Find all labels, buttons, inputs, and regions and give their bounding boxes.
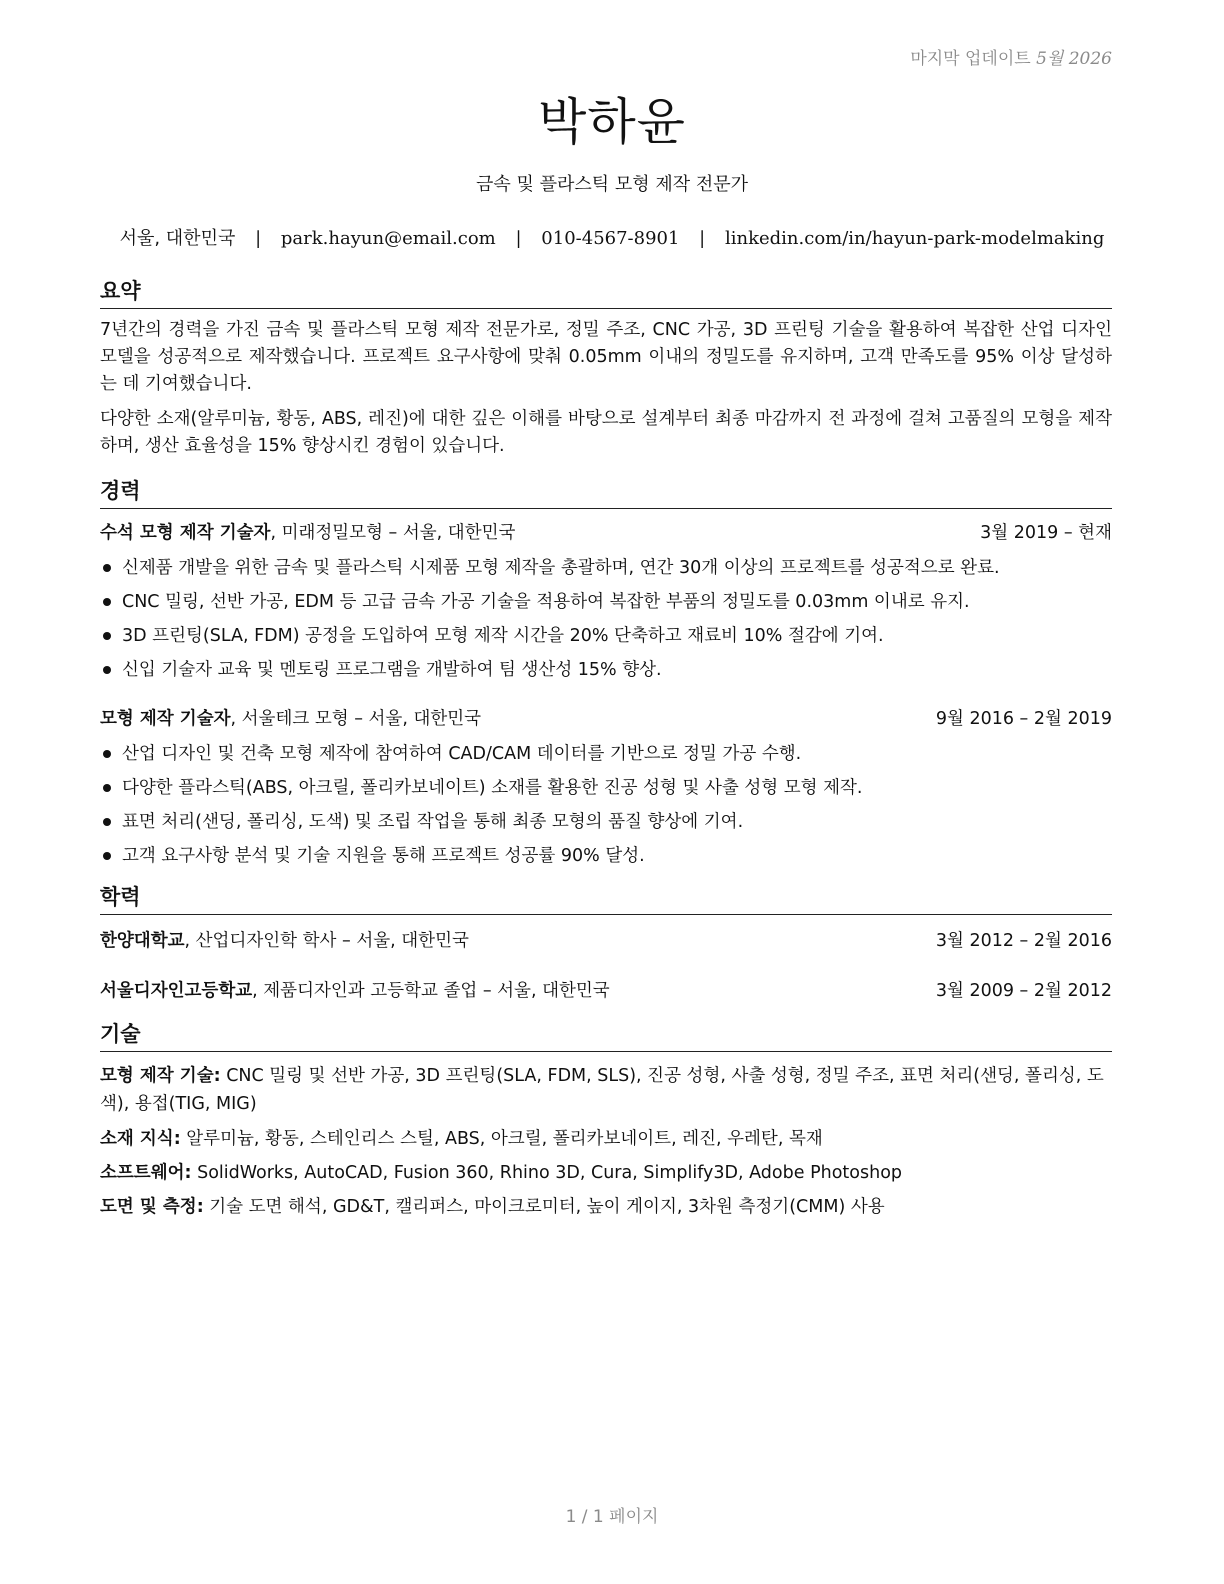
contact-email[interactable]: park.hayun@email.com — [280, 228, 496, 249]
experience-section — [100, 476, 1112, 873]
job-bullet: 3D 프린팅(SLA, FDM) 공정을 도입하여 모형 제작 시간을 20% 단축하고 재료비 10% 절감에 기여. — [100, 619, 1112, 653]
contact-separator: | — [699, 228, 706, 249]
job-organization: , 서울테크 모형 – 서울, 대한민국 — [230, 709, 482, 729]
bullet-dot-icon — [103, 750, 111, 758]
skill-label: 소재 지식: — [100, 1129, 181, 1149]
job-title: 수석 모형 제작 기술자 — [100, 523, 271, 543]
skill-value: 기술 도면 해석, GD&T, 캘리퍼스, 마이크로미터, 높이 게이지, 3차원 측정기(CMM) 사용 — [203, 1197, 885, 1217]
skill-row — [100, 1062, 1112, 1118]
bullet-dot-icon — [103, 666, 111, 674]
job-bullet: 표면 처리(샌딩, 폴리싱, 도색) 및 조립 작업을 통해 최종 모형의 품질 향상에 기여. — [100, 805, 1112, 839]
summary-paragraph: 다양한 소재(알루미늄, 황동, ABS, 레진)에 대한 깊은 이해를 바탕으로 설계부터 최종 마감까지 전 과정에 걸쳐 고품질의 모형을 제작하며, 생산 효율성을 15% 향상시킨 경험이 있습니다. — [100, 409, 1112, 456]
bullet-dot-icon — [103, 632, 111, 640]
contact-separator: | — [515, 228, 522, 249]
bullet-dot-icon — [103, 784, 111, 792]
job-dates: 3월 2019 – 현재 — [980, 523, 1112, 543]
job-header — [100, 705, 1112, 733]
education-entry — [100, 977, 1112, 1005]
experience-title: 경력 — [100, 476, 1112, 509]
job-bullet: 다양한 플라스틱(ABS, 아크릴, 폴리카보네이트) 소재를 활용한 진공 성형 및 사출 성형 모형 제작. — [100, 771, 1112, 805]
skill-value: 알루미늄, 황동, 스테인리스 스틸, ABS, 아크릴, 폴리카보네이트, 레진, 우레탄, 목재 — [180, 1129, 823, 1149]
job-entry — [100, 519, 1112, 687]
education-dates: 3월 2012 – 2월 2016 — [935, 931, 1112, 951]
candidate-headline: 금속 및 플라스틱 모형 제작 전문가 — [475, 174, 749, 195]
job-bullet: 신제품 개발을 위한 금속 및 플라스틱 시제품 모형 제작을 총괄하며, 연간 30개 이상의 프로젝트를 성공적으로 완료. — [100, 551, 1112, 585]
skills-section — [100, 1019, 1112, 1224]
skill-row — [100, 1190, 1112, 1224]
job-bullets — [100, 737, 1112, 873]
school-detail: , 산업디자인학 학사 – 서울, 대한민국 — [184, 931, 469, 951]
education-section — [100, 882, 1112, 1005]
job-bullet: CNC 밀링, 선반 가공, EDM 등 고급 금속 가공 기술을 적용하여 복잡한 부품의 정밀도를 0.03mm 이내로 유지. — [100, 585, 1112, 619]
contact-separator: | — [255, 228, 262, 249]
job-entry — [100, 705, 1112, 873]
skill-value: CNC 밀링 및 선반 가공, 3D 프린팅(SLA, FDM, SLS), 진공 성형, 사출 성형, 정밀 주조, 표면 처리(샌딩, 폴리싱, 도색), 용접(TIG, MIG) — [100, 1066, 1104, 1114]
skill-label: 모형 제작 기술: — [100, 1066, 221, 1086]
job-bullet: 신입 기술자 교육 및 멘토링 프로그램을 개발하여 팀 생산성 15% 향상. — [100, 653, 1112, 687]
last-updated-date: 5월 2026 — [1036, 49, 1112, 69]
page-indicator: 1 / 1 페이지 — [565, 1507, 659, 1527]
contact-line — [0, 224, 1224, 250]
job-organization: , 미래정밀모형 – 서울, 대한민국 — [270, 523, 516, 543]
job-header — [100, 519, 1112, 547]
skill-value: SolidWorks, AutoCAD, Fusion 360, Rhino 3D, Cura, Simplify3D, Adobe Photoshop — [191, 1163, 903, 1183]
skill-label: 소프트웨어: — [100, 1163, 192, 1183]
summary-section — [100, 276, 1112, 460]
summary-title: 요약 — [100, 276, 1112, 309]
candidate-name: 박하윤 — [538, 93, 686, 151]
job-bullet: 산업 디자인 및 건축 모형 제작에 참여하여 CAD/CAM 데이터를 기반으로 정밀 가공 수행. — [100, 737, 1112, 771]
last-updated — [910, 44, 1112, 69]
skill-row — [100, 1156, 1112, 1190]
bullet-dot-icon — [103, 598, 111, 606]
contact-location: 서울, 대한민국 — [119, 228, 236, 249]
job-dates: 9월 2016 – 2월 2019 — [935, 709, 1112, 729]
education-entry — [100, 927, 1112, 955]
job-bullets — [100, 551, 1112, 687]
skills-title: 기술 — [100, 1019, 1112, 1052]
school-name: 한양대학교 — [100, 931, 185, 951]
bullet-dot-icon — [103, 564, 111, 572]
contact-phone[interactable]: 010-4567-8901 — [541, 228, 680, 249]
summary-paragraph: 7년간의 경력을 가진 금속 및 플라스틱 모형 제작 전문가로, 정밀 주조, CNC 가공, 3D 프린팅 기술을 활용하여 복잡한 산업 디자인 모델을 성공적으로 제작했습니다. 프로젝트 요구사항에 맞춰 0.05mm 이내의 정밀도를 유지하며, 고객 만족도를 95% 이상 달성하는 데 기여했습니다. — [100, 320, 1112, 394]
education-title: 학력 — [100, 882, 1112, 915]
last-updated-prefix: 마지막 업데이트 — [910, 49, 1031, 69]
contact-linkedin[interactable]: linkedin.com/in/hayun-park-modelmaking — [724, 228, 1105, 249]
bullet-dot-icon — [103, 818, 111, 826]
skill-label: 도면 및 측정: — [100, 1197, 204, 1217]
school-name: 서울디자인고등학교 — [100, 981, 253, 1001]
job-title: 모형 제작 기술자 — [100, 709, 231, 729]
skill-row — [100, 1122, 1112, 1156]
bullet-dot-icon — [103, 852, 111, 860]
job-bullet: 고객 요구사항 분석 및 기술 지원을 통해 프로젝트 성공률 90% 달성. — [100, 839, 1112, 873]
school-detail: , 제품디자인과 고등학교 졸업 – 서울, 대한민국 — [252, 981, 610, 1001]
education-dates: 3월 2009 – 2월 2012 — [935, 981, 1112, 1001]
